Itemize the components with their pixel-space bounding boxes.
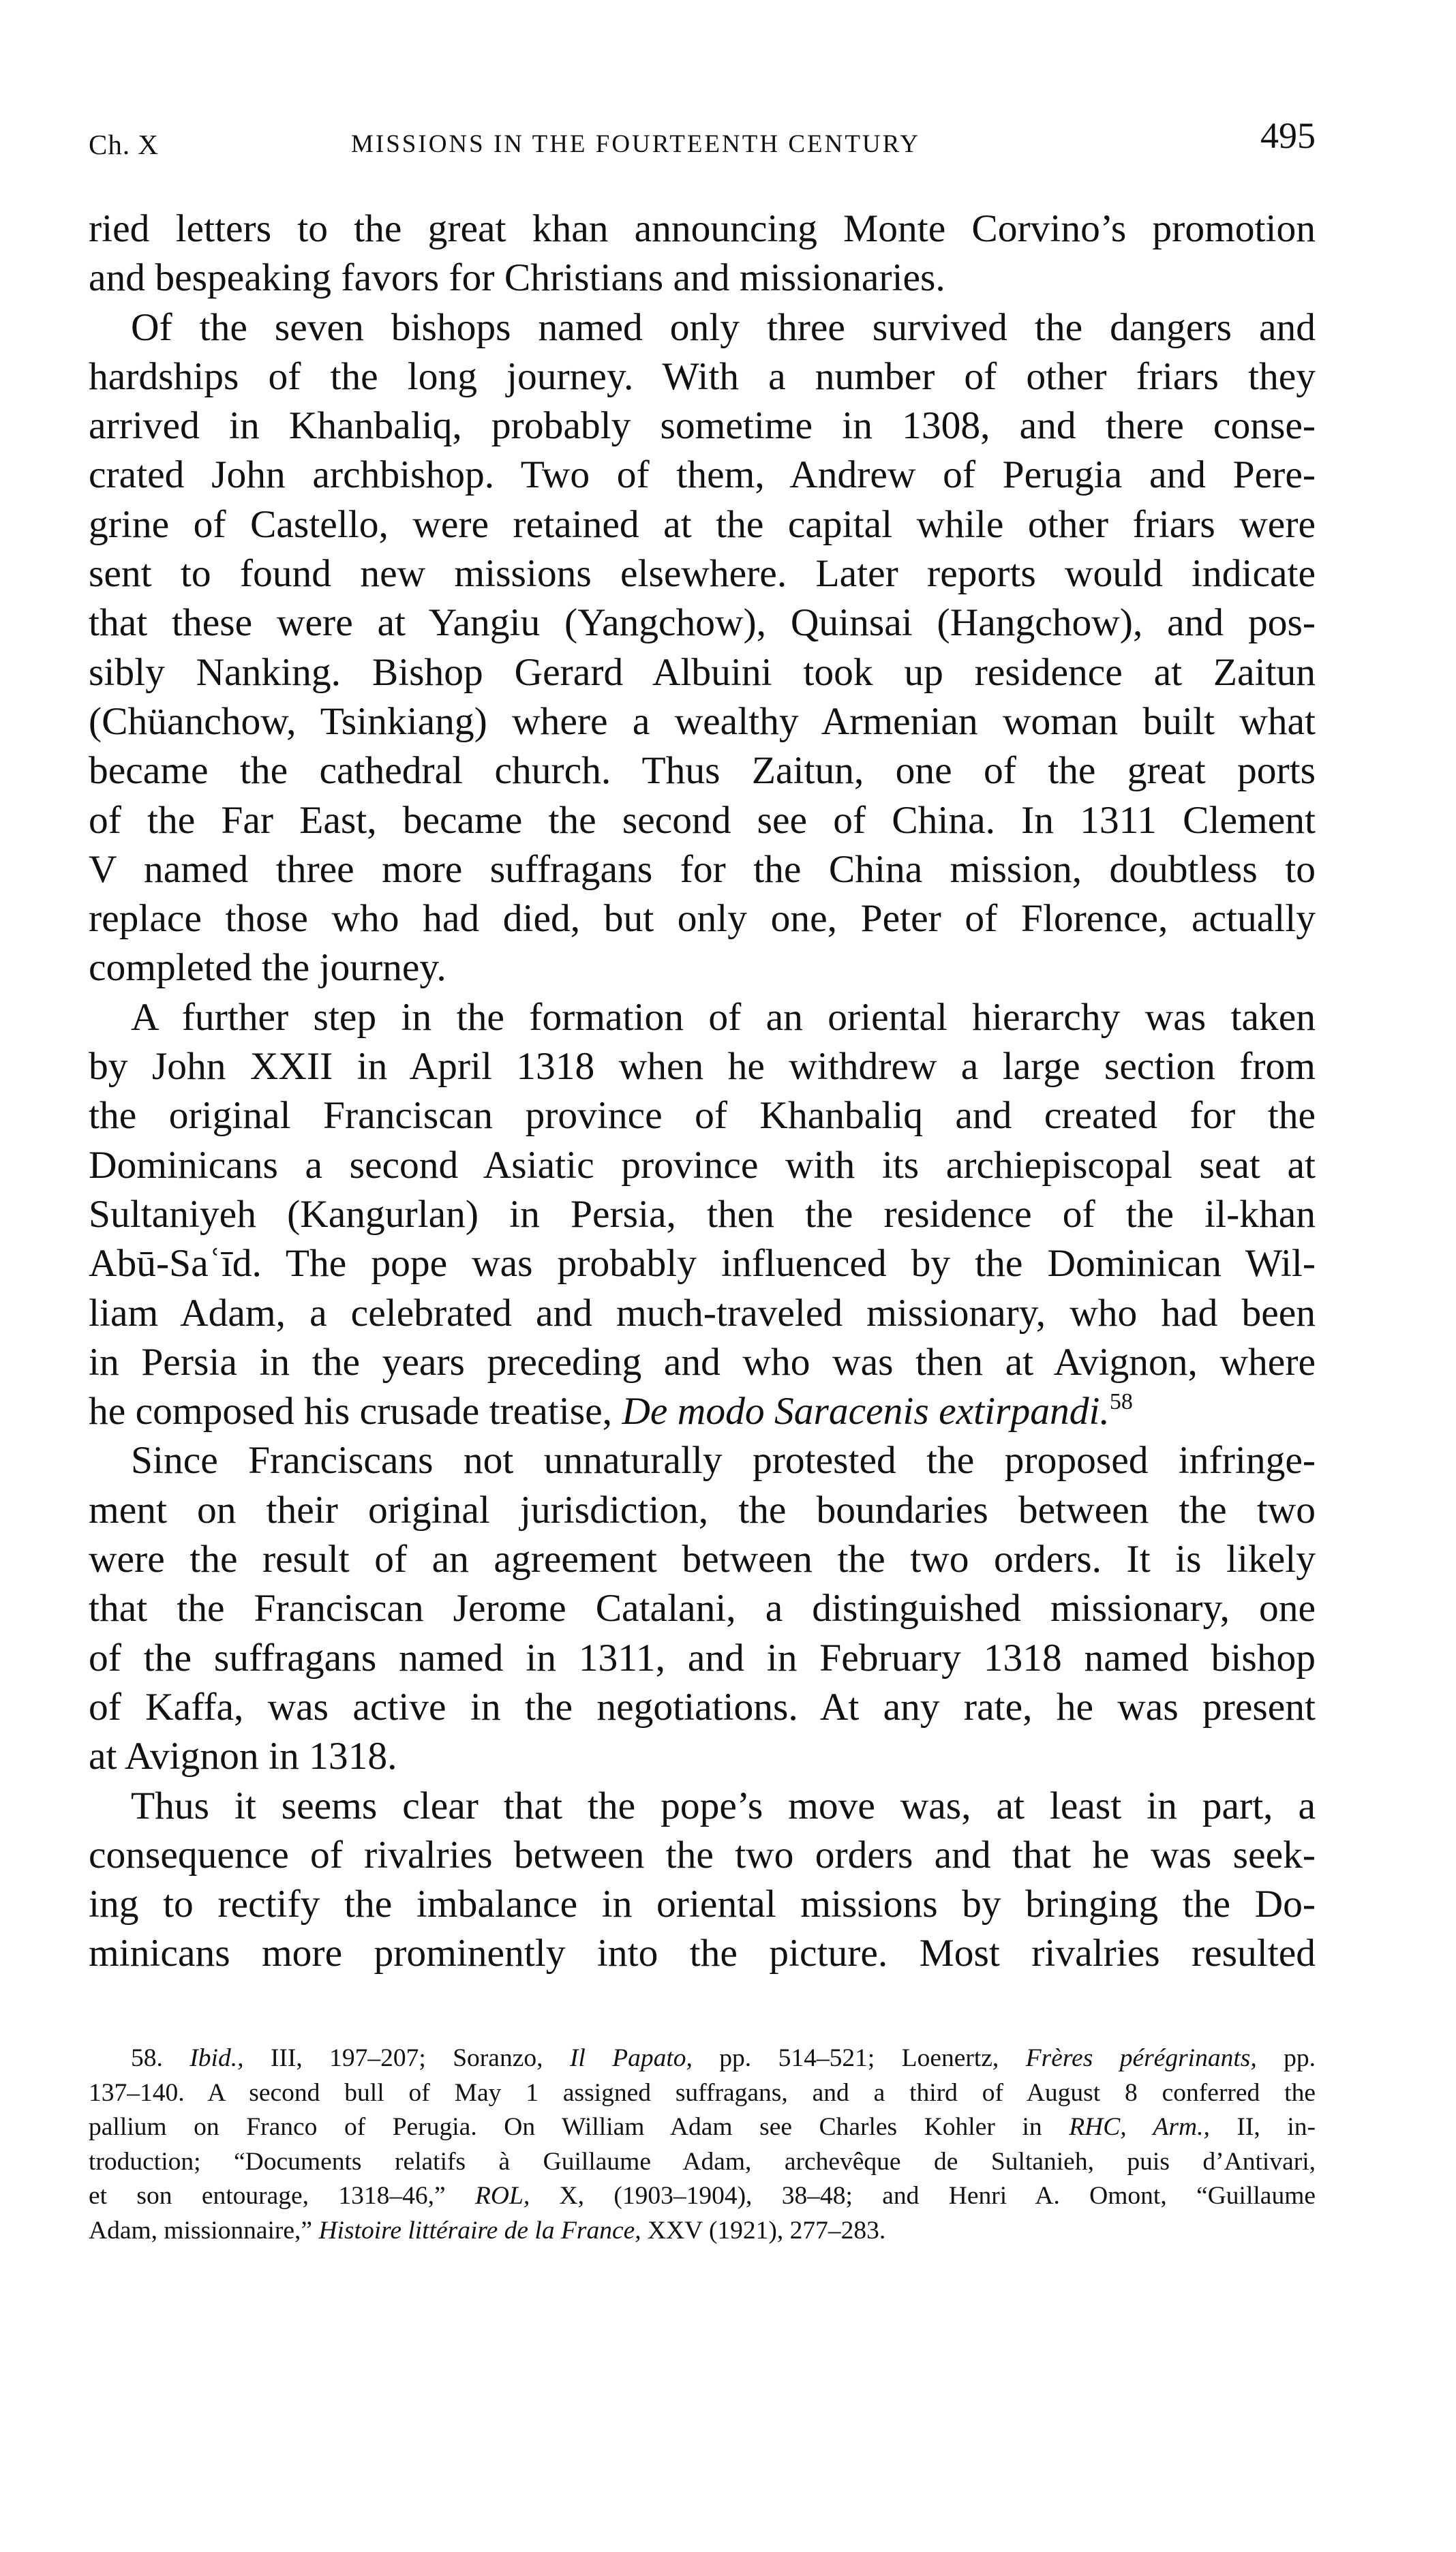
text-line: Dominicans a second Asiatic province with its archiepiscopal seat at [89,1143,1316,1187]
footnote-58-line: troduction; “Documents relatifs à Guillaume Adam, archevêque de Sultanieh, puis d’Antivari, [89,2147,1316,2176]
text-line: became the cathedral church. Thus Zaitun, one of the great ports [89,749,1316,793]
text-line: minicans more prominently into the picture. Most rivalries resulted [89,1932,1316,1975]
text-line: sent to found new missions elsewhere. Later reports would indicate [89,552,1316,596]
text-line: replace those who had died, but only one, Peter of Florence, actually [89,897,1316,941]
text-line: liam Adam, a celebrated and much-traveled missionary, who had been [89,1291,1316,1335]
footnote-number: 58. [131,2044,163,2072]
text-line: grine of Castello, were retained at the capital while other friars were [89,502,1316,546]
paragraph-4 [89,1436,1316,1781]
text-line: of the Far East, became the second see of China. In 1311 Clement [89,798,1316,842]
text-line: in Persia in the years preceding and who was then at Avignon, where [89,1340,1316,1384]
text-line [89,1387,1316,1436]
running-title: MISSIONS IN THE FOURTEENTH CENTURY [351,130,921,158]
text-line: Since Franciscans not unnaturally protested the proposed infringe- [131,1439,1316,1483]
line-text: he composed his crusade treatise, [89,1390,622,1433]
body-text [89,204,1316,1979]
text-line: Sultaniyeh (Kangurlan) in Persia, then the residence of the il-khan [89,1192,1316,1236]
text-line: Abū-Saʿīd. The pope was probably influenced by the Dominican Wil- [89,1242,1316,1286]
text-line: hardships of the long journey. With a number of other friars they [89,354,1316,398]
text-line: consequence of rivalries between the two orders and that he was seek- [89,1833,1316,1877]
footnote-ref-58[interactable]: 58 [1109,1389,1133,1415]
paragraph-3 [89,993,1316,1437]
text-line: ried letters to the great khan announcing Monte Corvino’s promotion [89,207,1316,250]
text-line: Of the seven bishops named only three survived the dangers and [131,305,1316,349]
text-line: that these were at Yangiu (Yangchow), Quinsai (Hangchow), and pos- [89,601,1316,645]
text-line: of the suffragans named in 1311, and in February 1318 named bishop [89,1636,1316,1680]
text-line: that the Franciscan Jerome Catalani, a distinguished missionary, one [89,1587,1316,1630]
text-line: Thus it seems clear that the pope’s move was, at least in part, a [131,1784,1316,1827]
text-line: sibly Nanking. Bishop Gerard Albuini took up residence at Zaitun [89,650,1316,694]
footnotes [89,2041,1316,2248]
footnote-58-line: pallium on Franco of Perugia. On William Adam see Charles Kohler in RHC, Arm., II, in- [89,2113,1316,2141]
text-line: the original Franciscan province of Khanbaliq and created for the [89,1094,1316,1138]
text-line: crated John archbishop. Two of them, Andrew of Perugia and Pere- [89,453,1316,497]
running-header [89,115,1316,169]
footnote-58-line: 58. Ibid., III, 197–207; Soranzo, Il Papato, pp. 514–521; Loenertz, Frères pérégrinants, pp. [131,2044,1316,2072]
footnote-58-line: 137–140. A second bull of May 1 assigned suffragans, and a third of August 8 conferred the [89,2078,1316,2107]
text-line: at Avignon in 1318. [89,1735,397,1778]
paragraph-2 [89,303,1316,993]
text-line: of Kaffa, was active in the negotiations. At any rate, he was present [89,1685,1316,1729]
text-line: and bespeaking favors for Christians and missionaries. [89,256,945,300]
paragraph-5 [89,1782,1316,1979]
paragraph-1 [89,204,1316,303]
text-line: arrived in Khanbaliq, probably sometime in 1308, and there conse- [89,404,1316,448]
footnote-58-line: et son entourage, 1318–46,” ROL, X, (1903–1904), 38–48; and Henri A. Omont, “Guillaume [89,2182,1316,2210]
text-line: completed the journey. [89,946,446,990]
text-line: ing to rectify the imbalance in oriental missions by bringing the Do- [89,1883,1316,1926]
text-line: V named three more suffragans for the China mission, doubtless to [89,847,1316,891]
page-number: 495 [1260,115,1316,156]
text-line: were the result of an agreement between the two orders. It is likely [89,1538,1316,1581]
chapter-label: Ch. X [89,129,159,160]
footnote-58-line: Adam, missionnaire,” Histoire littéraire de la France, XXV (1921), 277–283. [89,2216,886,2245]
text-line: by John XXII in April 1318 when he withdrew a large section from [89,1045,1316,1089]
text-line: (Chüanchow, Tsinkiang) where a wealthy Armenian woman built what [89,699,1316,743]
text-line: A further step in the formation of an oriental hierarchy was taken [131,995,1316,1039]
treatise-title: De modo Saracenis extirpandi. [622,1390,1110,1433]
text-line: ment on their original jurisdiction, the boundaries between the two [89,1488,1316,1532]
